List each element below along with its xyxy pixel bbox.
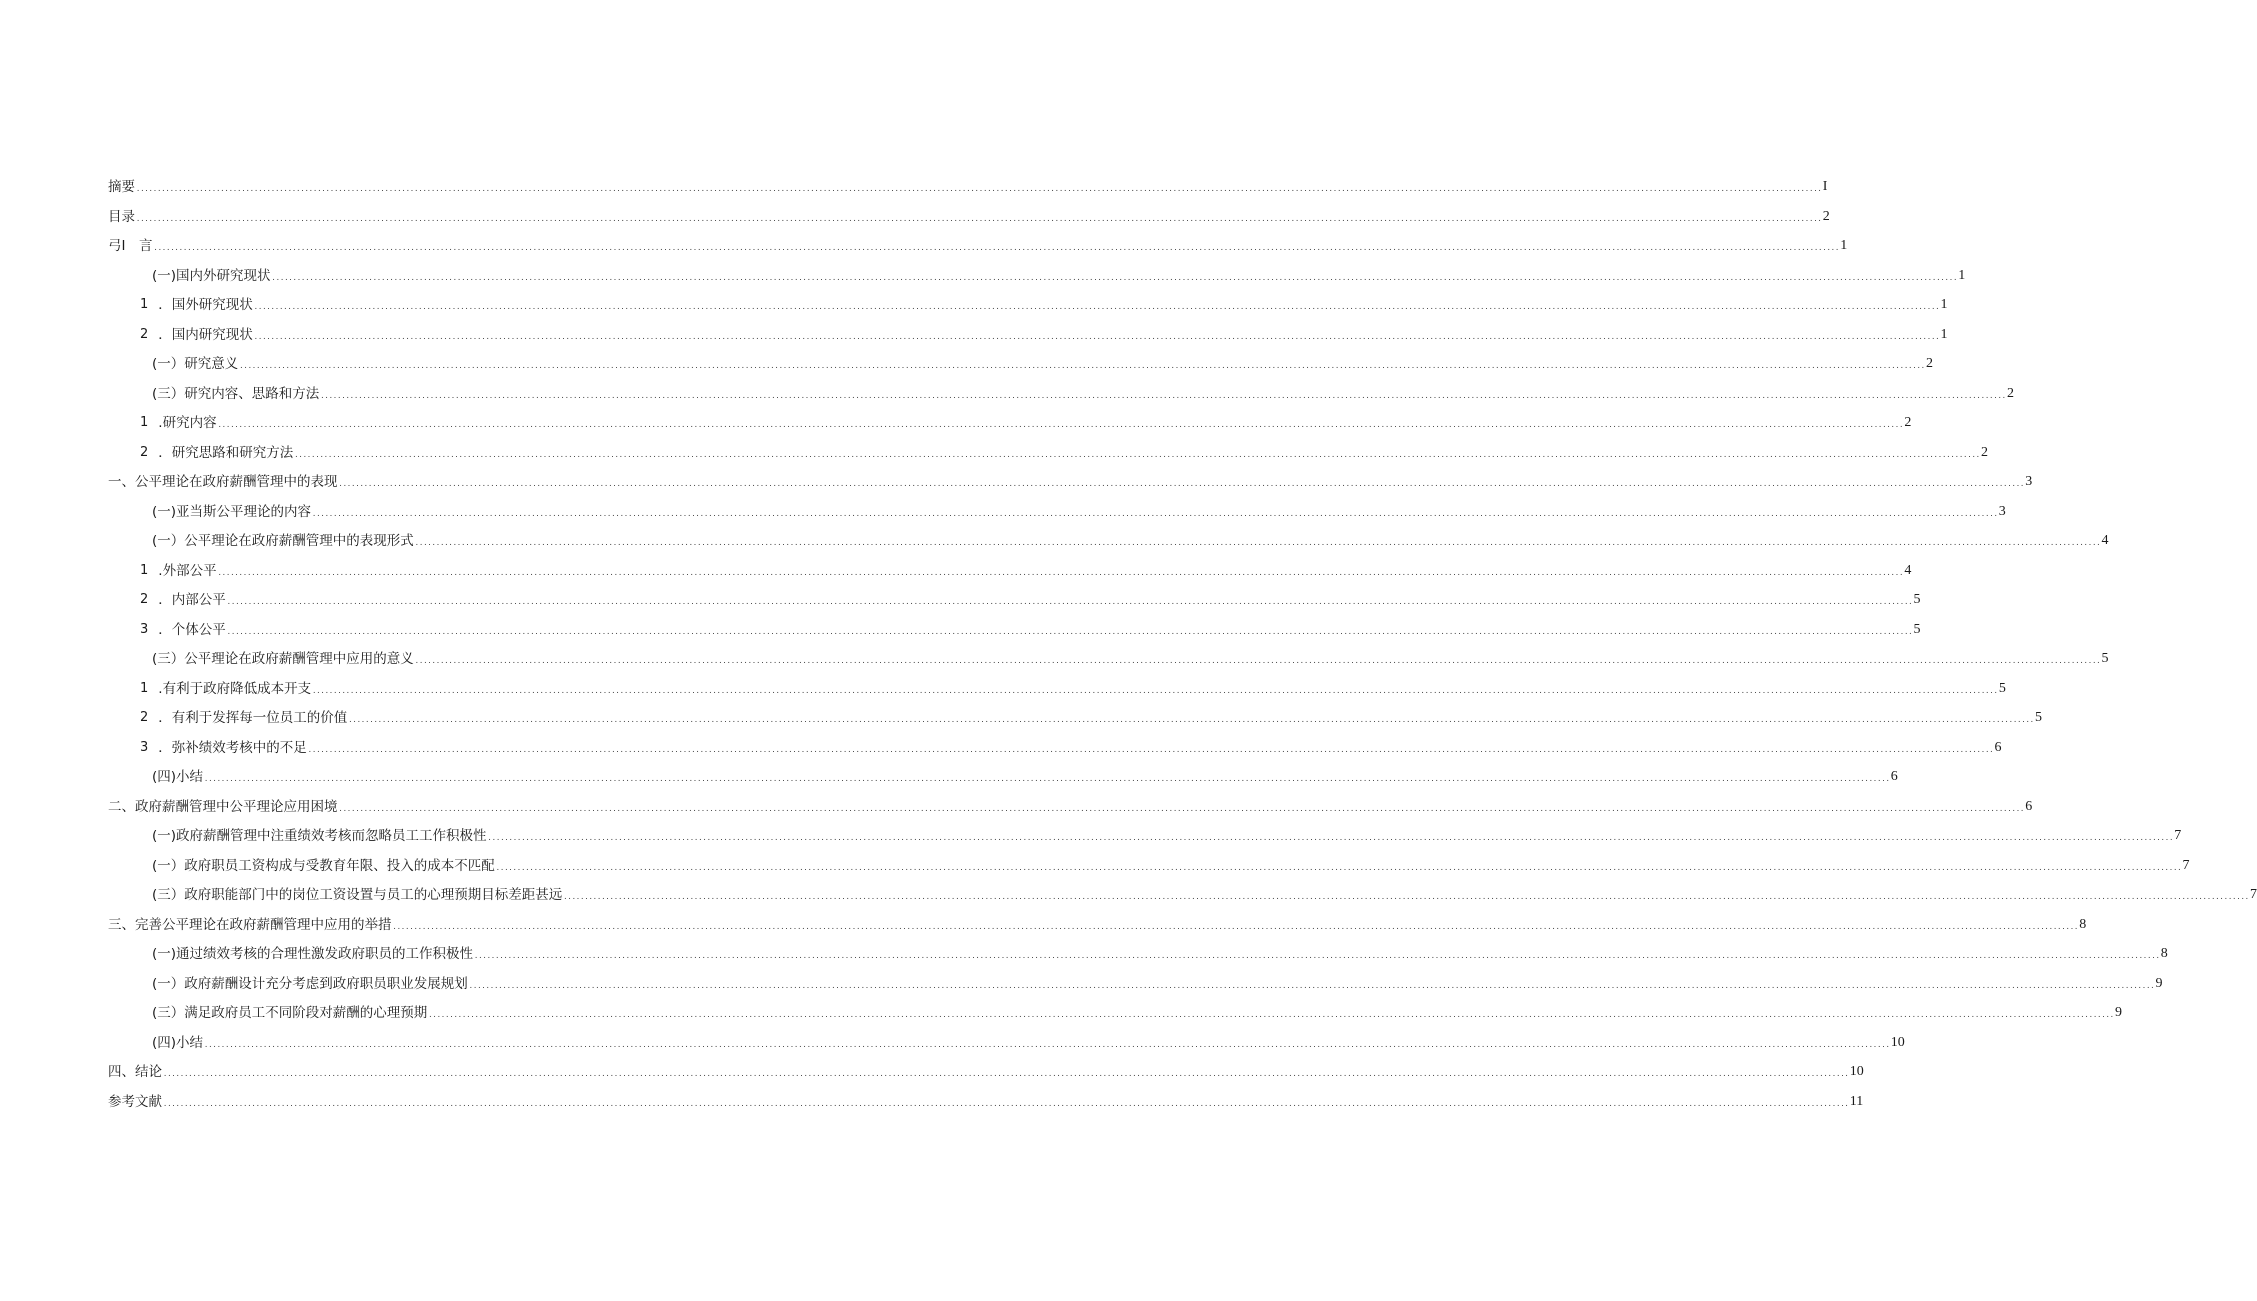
toc-entry-number: 1	[140, 297, 149, 312]
toc-page-number: 7	[2250, 887, 2257, 902]
toc-dot-leader: ................................................................................................................................................................................................................................................................................................................................................................................................................	[487, 834, 2174, 842]
toc-page-number: 3	[1998, 503, 2006, 519]
toc-entry-title: (三）政府职能部门中的岗位工资设置与员工的心理预期目标差距甚远	[152, 887, 563, 903]
toc-entry[interactable]	[152, 499, 2006, 521]
toc-entry-title: .外部公平	[158, 562, 217, 579]
toc-entry[interactable]	[140, 587, 1921, 609]
toc-entry[interactable]	[108, 1089, 1864, 1111]
toc-dot-leader: ................................................................................................................................................................................................................................................................................................................................................................................................................	[163, 1070, 1849, 1078]
toc-dot-leader: ................................................................................................................................................................................................................................................................................................................................................................................................................	[217, 421, 1904, 429]
toc-entry-title: 四、结论	[108, 1064, 162, 1080]
toc-entry-title: 摘要	[108, 179, 135, 195]
toc-dot-leader: ................................................................................................................................................................................................................................................................................................................................................................................................................	[312, 686, 1998, 695]
toc-dot-leader: ................................................................................................................................................................................................................................................................................................................................................................................................................	[563, 893, 2250, 901]
toc-entry[interactable]	[140, 440, 1989, 462]
toc-entry-title: ．国内研究现状	[158, 326, 253, 343]
toc-entry[interactable]	[140, 676, 2006, 698]
toc-dot-leader: ................................................................................................................................................................................................................................................................................................................................................................................................................	[428, 1011, 2115, 1019]
toc-dot-leader: ................................................................................................................................................................................................................................................................................................................................................................................................................	[239, 362, 1926, 370]
toc-dot-leader: ................................................................................................................................................................................................................................................................................................................................................................................................................	[163, 1099, 1849, 1108]
toc-page-number: 1	[1840, 238, 1848, 253]
toc-dot-leader: ................................................................................................................................................................................................................................................................................................................................................................................................................	[271, 273, 1958, 282]
toc-page-number: 5	[1998, 680, 2006, 696]
toc-entry[interactable]	[108, 469, 2033, 491]
toc-entry[interactable]	[140, 410, 1912, 432]
toc-entry[interactable]	[152, 971, 2163, 993]
toc-page-number: 8	[2160, 946, 2168, 961]
toc-page-number: 11	[1849, 1093, 1864, 1109]
toc-page-number: I	[1822, 179, 1828, 194]
toc-entry[interactable]	[152, 351, 1934, 373]
toc-entry-title: 一、公平理论在政府薪酬管理中的表现	[108, 474, 338, 490]
toc-entry[interactable]	[152, 263, 1966, 285]
toc-dot-leader: ................................................................................................................................................................................................................................................................................................................................................................................................................	[468, 981, 2155, 990]
toc-entry-title: ．弥补绩效考核中的不足	[158, 739, 307, 756]
toc-entry-title: (三）满足政府员工不同阶段对薪酬的心理预期	[152, 1005, 428, 1021]
toc-entry-number: 2	[140, 710, 149, 725]
toc-dot-leader: ................................................................................................................................................................................................................................................................................................................................................................................................................	[414, 539, 2101, 547]
toc-dot-leader: ................................................................................................................................................................................................................................................................................................................................................................................................................	[348, 716, 2035, 724]
toc-entry[interactable]	[108, 912, 2087, 934]
toc-entry-title: (一）公平理论在政府薪酬管理中的表现形式	[152, 533, 414, 549]
toc-entry[interactable]	[152, 882, 2257, 904]
toc-page-number: 3	[2025, 474, 2033, 489]
toc-page-number: 5	[1913, 621, 1921, 637]
toc-dot-leader: ................................................................................................................................................................................................................................................................................................................................................................................................................	[217, 568, 1904, 577]
toc-entry[interactable]	[152, 764, 1898, 786]
toc-entry[interactable]	[152, 941, 2168, 963]
toc-dot-leader: ................................................................................................................................................................................................................................................................................................................................................................................................................	[338, 480, 2025, 488]
toc-page-number: 8	[2079, 916, 2087, 932]
toc-entry[interactable]	[152, 381, 2015, 403]
toc-dot-leader: ................................................................................................................................................................................................................................................................................................................................................................................................................	[392, 922, 2079, 931]
toc-page-number: 7	[2182, 857, 2190, 873]
toc-entry[interactable]	[140, 735, 2002, 757]
toc-page-number: 2	[1904, 415, 1912, 430]
toc-entry-title: 弓I 言	[108, 238, 153, 254]
toc-page-number: 10	[1849, 1064, 1864, 1079]
toc-dot-leader: ................................................................................................................................................................................................................................................................................................................................................................................................................	[414, 657, 2101, 665]
toc-entry[interactable]	[108, 794, 2033, 816]
toc-entry-title: (一）政府薪酬设计充分考虑到政府职员职业发展规划	[152, 975, 468, 992]
toc-page-number: 2	[1981, 444, 1989, 460]
toc-page-number: 5	[2035, 710, 2043, 725]
toc-dot-leader: ................................................................................................................................................................................................................................................................................................................................................................................................................	[253, 303, 1940, 311]
toc-dot-leader: ................................................................................................................................................................................................................................................................................................................................................................................................................	[153, 244, 1840, 252]
toc-entry-number: 3	[140, 621, 149, 637]
toc-page-number: 6	[1994, 739, 2002, 755]
toc-dot-leader: ................................................................................................................................................................................................................................................................................................................................................................................................................	[226, 598, 1913, 606]
toc-entry[interactable]	[140, 705, 2043, 727]
toc-entry-title: (一)亚当斯公平理论的内容	[152, 503, 312, 520]
toc-dot-leader: ................................................................................................................................................................................................................................................................................................................................................................................................................	[204, 775, 1890, 783]
toc-entry-title: (一)政府薪酬管理中注重绩效考核而忽略员工工作积极性	[152, 828, 487, 844]
toc-dot-leader: ................................................................................................................................................................................................................................................................................................................................................................................................................	[204, 1040, 1890, 1049]
toc-dot-leader: ................................................................................................................................................................................................................................................................................................................................................................................................................	[307, 745, 1994, 754]
toc-dot-leader: ................................................................................................................................................................................................................................................................................................................................................................................................................	[136, 214, 1822, 223]
toc-entry[interactable]	[140, 617, 1921, 639]
toc-page-number: 4	[2101, 533, 2109, 548]
toc-page-number: 1	[1940, 326, 1948, 342]
toc-entry-title: (一）政府职员工资构成与受教育年限、投入的成本不匹配	[152, 857, 495, 874]
toc-page-number: 6	[2025, 798, 2033, 814]
toc-entry[interactable]	[152, 1000, 2123, 1022]
toc-entry[interactable]	[152, 823, 2182, 845]
toc-entry-number: 2	[140, 326, 149, 342]
toc-entry-title: (三）公平理论在政府薪酬管理中应用的意义	[152, 651, 414, 667]
toc-dot-leader: ................................................................................................................................................................................................................................................................................................................................................................................................................	[226, 627, 1913, 636]
toc-entry[interactable]	[108, 174, 1828, 196]
toc-entry-title: ．有利于发挥每一位员工的价值	[158, 710, 348, 726]
toc-entry-number: 2	[140, 444, 149, 460]
toc-page-number: 7	[2174, 828, 2182, 843]
toc-page-number: 9	[2155, 975, 2163, 991]
toc-entry-title: 三、完善公平理论在政府薪酬管理中应用的举措	[108, 916, 392, 933]
toc-entry[interactable]	[140, 558, 1912, 580]
toc-page-number: 2	[1822, 208, 1830, 224]
toc-entry-title: ．内部公平	[158, 592, 226, 608]
toc-entry[interactable]	[140, 322, 1948, 344]
toc-dot-leader: ................................................................................................................................................................................................................................................................................................................................................................................................................	[312, 509, 1998, 518]
toc-dot-leader: ................................................................................................................................................................................................................................................................................................................................................................................................................	[338, 804, 2025, 813]
toc-entry-title: ．国外研究现状	[158, 297, 253, 313]
toc-entry-title: (一)国内外研究现状	[152, 267, 271, 284]
toc-entry-title: (一）研究意义	[152, 356, 239, 372]
toc-page-number: 10	[1890, 1034, 1905, 1050]
toc-entry-title: ．个体公平	[158, 621, 226, 638]
toc-entry-title: 参考文献	[108, 1093, 162, 1110]
toc-entry[interactable]	[152, 528, 2109, 550]
toc-entry-title: (四)小结	[152, 1034, 204, 1051]
toc-page-number: 4	[1904, 562, 1912, 578]
toc-entry[interactable]	[108, 233, 1848, 255]
toc-entry-title: .有利于政府降低成本开支	[158, 680, 312, 697]
toc-entry-number: 1	[140, 415, 149, 430]
toc-entry-number: 1	[140, 680, 149, 696]
toc-entry[interactable]	[108, 204, 1830, 226]
toc-entry-title: ．研究思路和研究方法	[158, 444, 294, 461]
toc-page-number: 2	[1926, 356, 1934, 371]
toc-entry-number: 2	[140, 592, 149, 607]
toc-page-number: 1	[1940, 297, 1948, 312]
toc-entry[interactable]	[152, 853, 2190, 875]
toc-dot-leader: ................................................................................................................................................................................................................................................................................................................................................................................................................	[253, 332, 1940, 341]
toc-entry-title: 目录	[108, 208, 135, 225]
toc-dot-leader: ................................................................................................................................................................................................................................................................................................................................................................................................................	[320, 391, 2007, 400]
toc-entry[interactable]	[140, 292, 1948, 314]
toc-page-number: 5	[1913, 592, 1921, 607]
toc-dot-leader: ................................................................................................................................................................................................................................................................................................................................................................................................................	[495, 863, 2182, 872]
toc-page-number: 2	[2007, 385, 2015, 401]
toc-entry-title: .研究内容	[158, 415, 217, 431]
toc-page-number: 6	[1890, 769, 1898, 784]
toc-entry-title: (三）研究内容、思路和方法	[152, 385, 320, 402]
toc-entry-title: (四)小结	[152, 769, 204, 785]
toc-entry[interactable]	[108, 1059, 1864, 1081]
toc-dot-leader: ................................................................................................................................................................................................................................................................................................................................................................................................................	[294, 450, 1981, 459]
toc-page-number: 9	[2115, 1005, 2123, 1020]
toc-entry-title: 二、政府薪酬管理中公平理论应用困境	[108, 798, 338, 815]
toc-entry[interactable]	[152, 1030, 1905, 1052]
toc-dot-leader: ................................................................................................................................................................................................................................................................................................................................................................................................................	[474, 952, 2160, 960]
toc-entry-number: 1	[140, 562, 149, 578]
toc-page-number: 5	[2101, 651, 2109, 666]
toc-page-number: 1	[1958, 267, 1966, 283]
toc-entry[interactable]	[152, 646, 2109, 668]
toc-dot-leader: ................................................................................................................................................................................................................................................................................................................................................................................................................	[136, 185, 1822, 193]
toc-entry-number: 3	[140, 739, 149, 755]
toc-entry-title: (一)通过绩效考核的合理性激发政府职员的工作积极性	[152, 946, 474, 962]
